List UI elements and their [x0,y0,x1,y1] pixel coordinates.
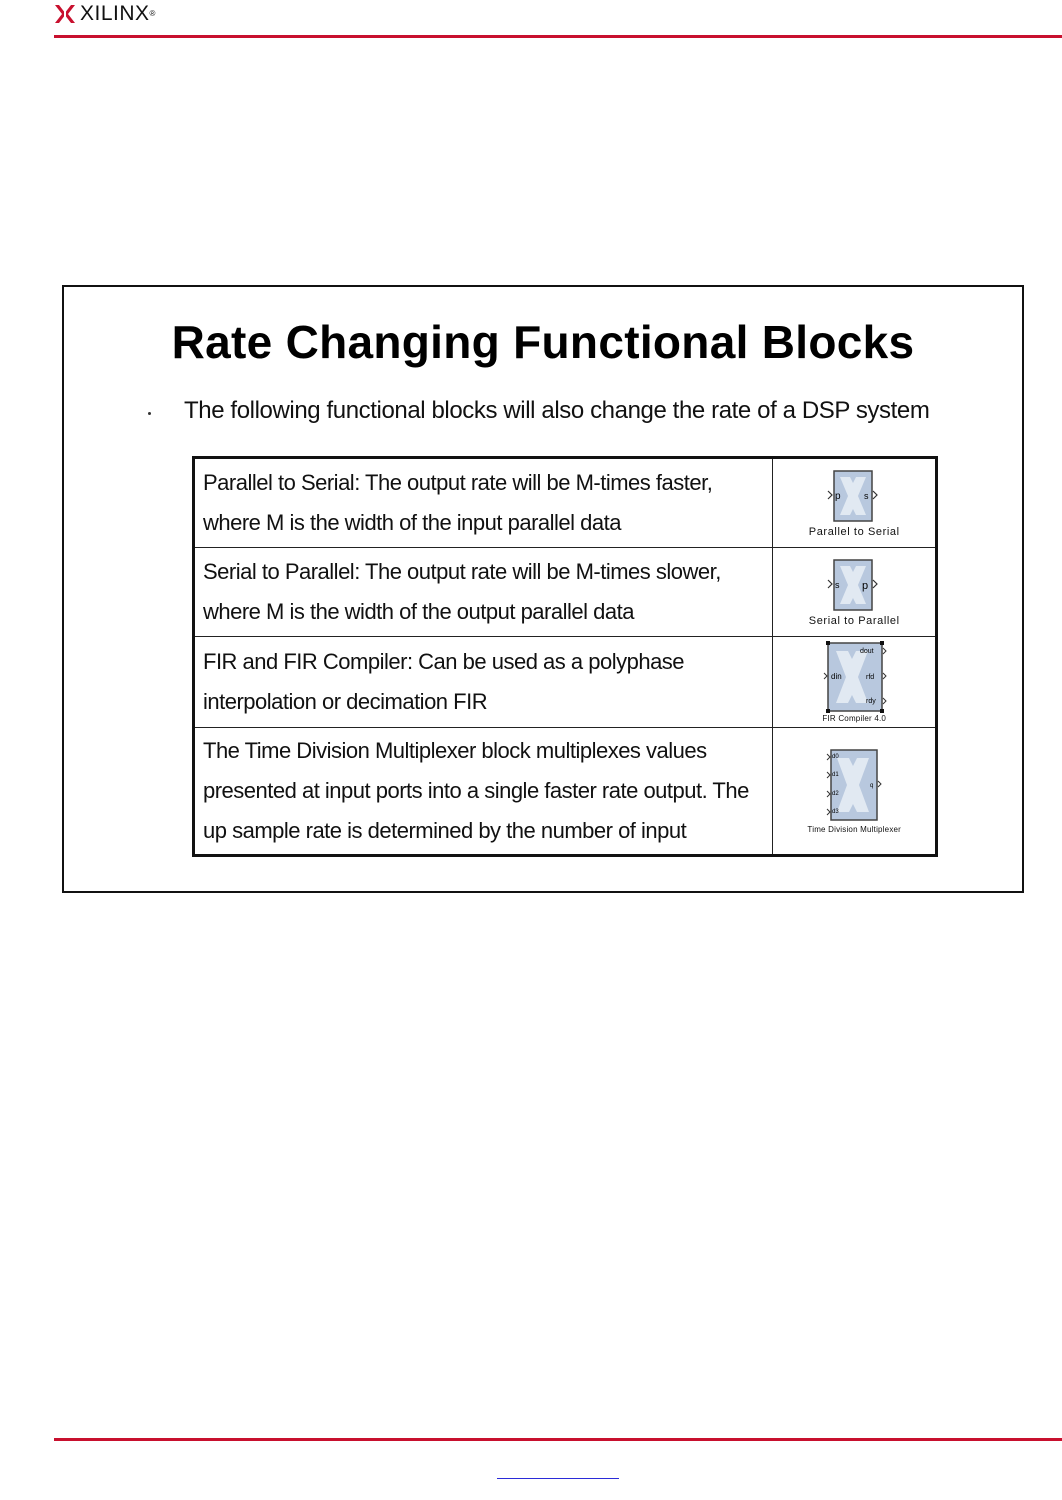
port-label: din [831,672,842,681]
parallel-to-serial-block-icon [814,469,894,525]
slide-frame [62,285,1024,893]
block-caption: FIR Compiler 4.0 [822,714,887,723]
header-rule [54,35,1062,38]
block-caption: Time Division Multiplexer [807,825,902,834]
table-row [194,728,937,856]
row-description: Serial to Parallel: The output rate will be M-times slower, where M is the width of the output parallel data [194,548,773,637]
port-label: d2 [832,791,839,797]
row-icon-cell [773,548,937,637]
row-description: Parallel to Serial: The output rate will be M-times faster, where M is the width of the input parallel data [194,458,773,548]
table-row [194,637,937,728]
block-caption: Parallel to Serial [808,525,900,538]
row-icon-cell [773,458,937,548]
port-label: d3 [832,809,839,815]
block-caption: Serial to Parallel [808,614,900,627]
slide-title: Rate Changing Functional Blocks [171,316,915,368]
time-division-multiplexer-block-icon [809,748,899,824]
bullet-marker [148,412,151,415]
port-label: dout [860,648,874,655]
footer-rule [54,1438,1062,1441]
table-row [194,458,937,548]
port-label: rdy [866,698,876,705]
row-icon-cell [773,637,937,728]
xilinx-logo [54,2,156,26]
blocks-table [192,456,938,857]
footer-link[interactable] [497,1462,619,1479]
bullet-text: The following functional blocks will also change the rate of a DSP system [184,397,930,424]
port-label: rfd [866,674,875,681]
port-label: d0 [832,754,839,760]
port-label: p [835,490,841,502]
port-label: d1 [832,772,839,778]
row-description: The Time Division Multiplexer block multiplexes values presented at input ports into a single faster rate output. The up sample rate is determined by the number of input [194,728,773,856]
port-label: s [835,579,840,590]
xilinx-x-icon [54,3,76,25]
port-label: p [862,579,869,592]
brand-name: XILINX® [80,2,156,25]
serial-to-parallel-block-icon [814,558,894,614]
table-row [194,548,937,637]
fir-compiler-block-icon [814,641,894,713]
row-icon-cell [773,728,937,856]
row-description: FIR and FIR Compiler: Can be used as a polyphase interpolation or decimation FIR [194,637,773,728]
port-label: s [864,490,869,501]
port-label: q [870,783,874,789]
registered-mark: ® [149,9,156,18]
